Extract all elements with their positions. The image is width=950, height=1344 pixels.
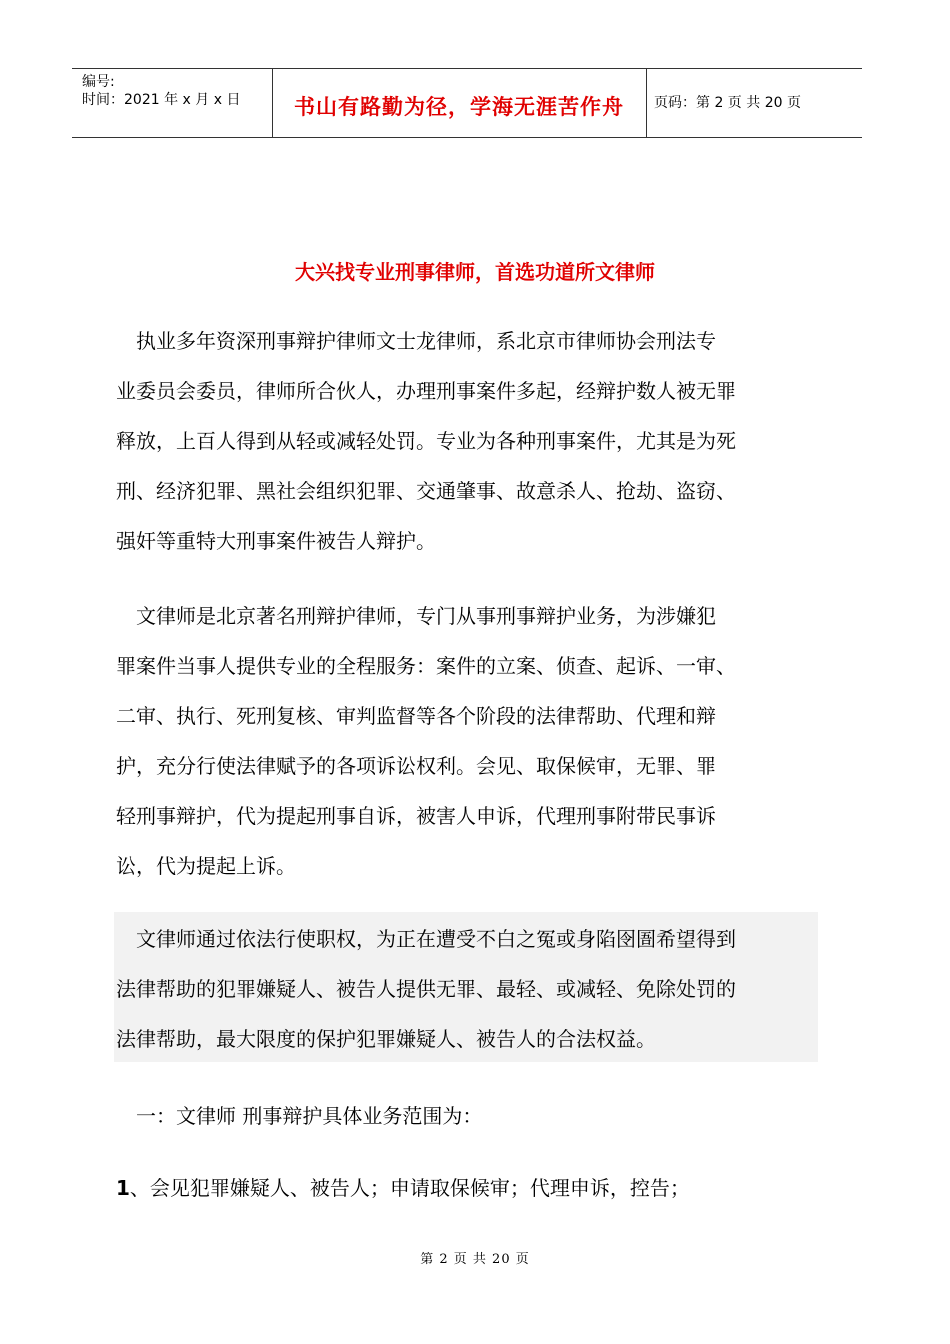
- header-page-label: 页码：第 2 页 共 20 页: [654, 95, 801, 111]
- paragraph-line: 二审、执行、死刑复核、审判监督等各个阶段的法律帮助、代理和辩: [116, 704, 716, 728]
- list-item-text: 、会见犯罪嫌疑人、被告人；申请取保候审；代理申诉，控告；: [129, 1176, 690, 1200]
- paragraph-line: 护，充分行使法律赋予的各项诉讼权利。会见、取保候审，无罪、罪: [116, 754, 716, 778]
- paragraph-line: 业委员会委员，律师所合伙人，办理刑事案件多起，经辩护数人被无罪: [116, 379, 736, 403]
- paragraph-line: 文律师是北京著名刑辩护律师，专门从事刑事辩护业务，为涉嫌犯: [116, 604, 716, 628]
- paragraph-line: 释放，上百人得到从轻或减轻处罚。专业为各种刑事案件，尤其是为死: [116, 429, 736, 453]
- page-footer: 第 2 页 共 20 页: [420, 1252, 530, 1267]
- paragraph-line: 轻刑事辩护，代为提起刑事自诉，被害人申诉，代理刑事附带民事诉: [116, 804, 716, 828]
- time-label: 时间：2021 年 x 月 x 日: [82, 92, 241, 108]
- list-item-number: 1: [116, 1176, 130, 1200]
- header-info-cell: [72, 69, 273, 137]
- list-item: [116, 1172, 690, 1201]
- number-label: 编号:: [82, 74, 115, 90]
- paragraph-line: 执业多年资深刑事辩护律师文士龙律师，系北京市律师协会刑法专: [116, 329, 716, 353]
- paragraph-line: 讼，代为提起上诉。: [116, 854, 296, 878]
- paragraph-line: 强奸等重特大刑事案件被告人辩护。: [116, 529, 436, 553]
- header-motto: 书山有路勤为径，学海无涯苦作舟: [294, 95, 624, 119]
- page-header: [72, 68, 862, 138]
- paragraph-line: 文律师通过依法行使职权，为正在遭受不白之冤或身陷囹圄希望得到: [116, 927, 736, 951]
- paragraph-line: 罪案件当事人提供专业的全程服务：案件的立案、侦查、起诉、一审、: [116, 654, 736, 678]
- document-title: 大兴找专业刑事律师，首选功道所文律师: [295, 260, 655, 284]
- paragraph-line: 法律帮助，最大限度的保护犯罪嫌疑人、被告人的合法权益。: [116, 1027, 656, 1051]
- header-page-cell: [646, 69, 862, 137]
- header-motto-cell: [272, 69, 647, 137]
- paragraph-2: [116, 591, 826, 891]
- paragraph-3: [116, 914, 826, 1064]
- section-heading: 一：文律师 刑事辩护具体业务范围为：: [116, 1104, 483, 1128]
- paragraph-line: 刑、经济犯罪、黑社会组织犯罪、交通肇事、故意杀人、抢劫、盗窃、: [116, 479, 736, 503]
- paragraph-line: 法律帮助的犯罪嫌疑人、被告人提供无罪、最轻、或减轻、免除处罚的: [116, 977, 736, 1001]
- paragraph-1: [116, 316, 826, 566]
